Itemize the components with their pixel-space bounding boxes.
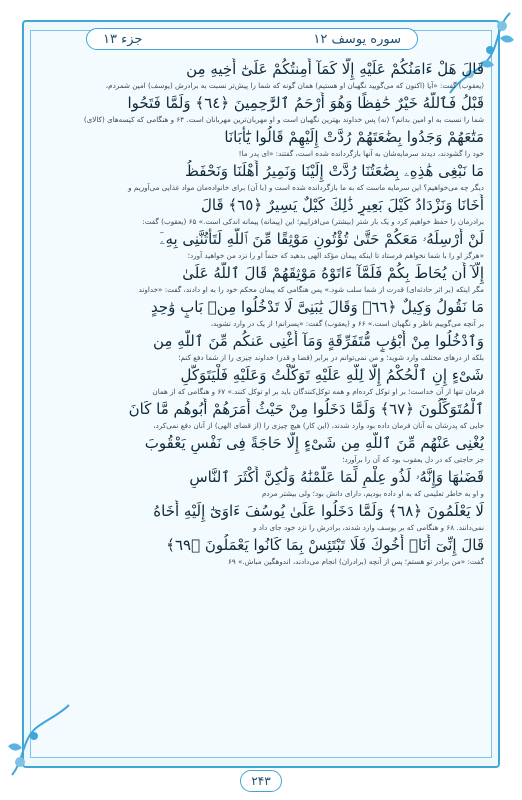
verse-line: قَبْلُ فَٱللَّهُ خَيْرٌ حَٰفِظًا وَهُوَ أَرْحَمُ ٱلرَّٰحِمِينَ ﴿٦٤﴾ وَلَمَّا فَتَحُوا xyxy=(127,94,484,112)
surah-name: سوره یوسف ۱۲ xyxy=(313,31,401,47)
page-content xyxy=(54,58,484,758)
translation-line: فرمان تنها از آن خداست؛ بر او توکل کرده‌ام و همه توکل‌کنندگان باید بر او توکل کنند.» ۶۷ و هنگامی که از همان xyxy=(152,387,484,396)
page-header xyxy=(86,28,418,50)
translation-line: (یعقوب) گفت: «آیا (اکنون که می‌گویید نگهبان او هستیم) همان گونه که شما را پیش‌تر نسبت به برادرش (یوسف) امین شمردم، xyxy=(105,81,484,90)
verse-line: مَا نَبْغِى هَٰذِهِۦ بِضَٰعَتُنَا رُدَّتْ إِلَيْنَا وَنَمِيرُ أَهْلَنَا وَنَحْفَظُ xyxy=(185,162,484,180)
verse-line: لَنْ أُرْسِلَهُۥ مَعَكُمْ حَتَّىٰ تُؤْتُونِ مَوْثِقًا مِّنَ ٱللَّهِ لَتَأْتُنَّنِى بِهِۦٓ xyxy=(159,230,484,248)
verse-line: قَضَىٰهَا وَإِنَّهُۥ لَذُو عِلْمٍ لِّمَا عَلَّمْنَٰهُ وَلَٰكِنَّ أَكْثَرَ ٱلنَّاسِ xyxy=(189,468,484,486)
verse-line: يُغْنِى عَنْهُم مِّنَ ٱللَّهِ مِن شَىْءٍ إِلَّا حَاجَةً فِى نَفْسِ يَعْقُوبَ xyxy=(144,434,484,452)
translation-line: دیگر چه می‌خواهیم؟ این سرمایه ماست که به ما بازگردانده شده است و (با آن) برای خانواده‌مان مواد غذایی می‌آوریم و xyxy=(128,183,484,192)
verse-line: ٱلْمُتَوَكِّلُونَ ﴿٦٧﴾ وَلَمَّا دَخَلُوا مِنْ حَيْثُ أَمَرَهُمْ أَبُوهُم مَّا كَانَ xyxy=(128,400,484,418)
translation-line: بلکه از درهای مختلف وارد شوید؛ و من نمی‌توانم در برابر (قضا و قدر) خداوند چیزی را از شما دفع کنم؛ xyxy=(178,353,484,362)
verse-line: وَٱدْخُلُوا مِنْ أَبْوَٰبٍ مُّتَفَرِّقَةٍ وَمَآ أُغْنِى عَنكُم مِّنَ ٱللَّهِ مِن xyxy=(153,332,484,350)
verse-line: شَىْءٍ إِنِ ٱلْحُكْمُ إِلَّا لِلَّهِ عَلَيْهِ تَوَكَّلْتُ وَعَلَيْهِ فَلْيَتَوَكَّلِ xyxy=(180,366,484,384)
juz-number: جزء ۱۳ xyxy=(103,31,143,47)
translation-line: «هرگز او را با شما نخواهم فرستاد تا اینکه پیمان مؤکد الهی بدهید که حتماً او را نزد من خواهید آورد؛ xyxy=(187,251,484,260)
verse-line: مَتَٰعَهُمْ وَجَدُوا بِضَٰعَتَهُمْ رُدَّتْ إِلَيْهِمْ قَالُوا يَٰٓأَبَانَا xyxy=(224,128,484,146)
translation-line: برادرمان را حفظ خواهیم کرد و یک بار شتر (بیشتر) می‌افزاییم؛ این (پیمانه) پیمانه اندکی است.» ۶۵ (یعقوب) گفت: xyxy=(142,217,484,226)
verse-line: إِلَّآ أَن يُحَاطَ بِكُمْ فَلَمَّآ ءَاتَوْهُ مَوْثِقَهُمْ قَالَ ٱللَّهُ عَلَىٰ xyxy=(182,264,484,282)
translation-line: شما را نسبت به او امین بدانم؟ (نه) پس خداوند بهترین نگهبان است و او مهربان‌ترین مهربانان است. ۶۴ و هنگامی که کیسه‌های (کالای) xyxy=(83,115,484,124)
translation-line: جایی که پدرشان به آنان فرمان داده بود وارد شدند، (این کار) هیچ چیزی را (از قضای الهی) از آنان دفع نمی‌کرد، xyxy=(153,421,484,430)
translation-line: گفت: «من برادر تو هستم؛ پس از آنچه (برادران) انجام می‌دادند، اندوهگین مباش.» ۶۹ xyxy=(227,557,484,566)
translation-line: بر آنچه می‌گوییم ناظر و نگهبان است.» ۶۶ و (یعقوب) گفت: «پسرانم! از یک در وارد نشوید، xyxy=(210,319,484,328)
translation-line: نمی‌دانند. ۶۸ و هنگامی که بر یوسف وارد شدند، برادرش را نزد خود جای داد و xyxy=(253,523,484,532)
translation-line: جز حاجتی که در دل یعقوب بود که آن را برآورد؛ xyxy=(342,455,484,464)
verse-line: مَا نَقُولُ وَكِيلٌ ﴿٦٦﴾ وَقَالَ يَٰبَنِىَّ لَا تَدْخُلُوا مِنۢ بَابٍ وَٰحِدٍ xyxy=(151,298,484,316)
translation-line: خود را گشودند، دیدند سرمایه‌شان به آنها بازگردانده شده است، گفتند: «ای پدر ما! xyxy=(238,149,484,158)
verse-line: أَخَانَا وَنَزْدَادُ كَيْلَ بَعِيرٍ ذَٰلِكَ كَيْلٌ يَسِيرٌ ﴿٦٥﴾ قَالَ xyxy=(201,196,484,214)
translation-line: و او به خاطر تعلیمی که به او داده بودیم، دارای دانش بود؛ ولی بیشتر مردم xyxy=(261,489,484,498)
verse-line: قَالَ إِنِّىٓ أَنَا۠ أَخُوكَ فَلَا تَبْتَئِسْ بِمَا كَانُوا يَعْمَلُونَ ﴿٦٩﴾ xyxy=(166,536,484,554)
page-number: ۲۴۳ xyxy=(240,770,282,792)
translation-line: مگر اینکه (بر اثر حادثه‌ای) قدرت از شما سلب شود.» پس هنگامی که پیمان محکم خود را به او دادند، گفت: «خداوند xyxy=(138,285,484,294)
verse-line: قَالَ هَلْ ءَامَنُكُمْ عَلَيْهِ إِلَّا كَمَآ أَمِنتُكُمْ عَلَىٰٓ أَخِيهِ مِن xyxy=(186,60,484,78)
verse-line: لَا يَعْلَمُونَ ﴿٦٨﴾ وَلَمَّا دَخَلُوا عَلَىٰ يُوسُفَ ءَاوَىٰٓ إِلَيْهِ أَخَاهُ xyxy=(153,502,484,520)
